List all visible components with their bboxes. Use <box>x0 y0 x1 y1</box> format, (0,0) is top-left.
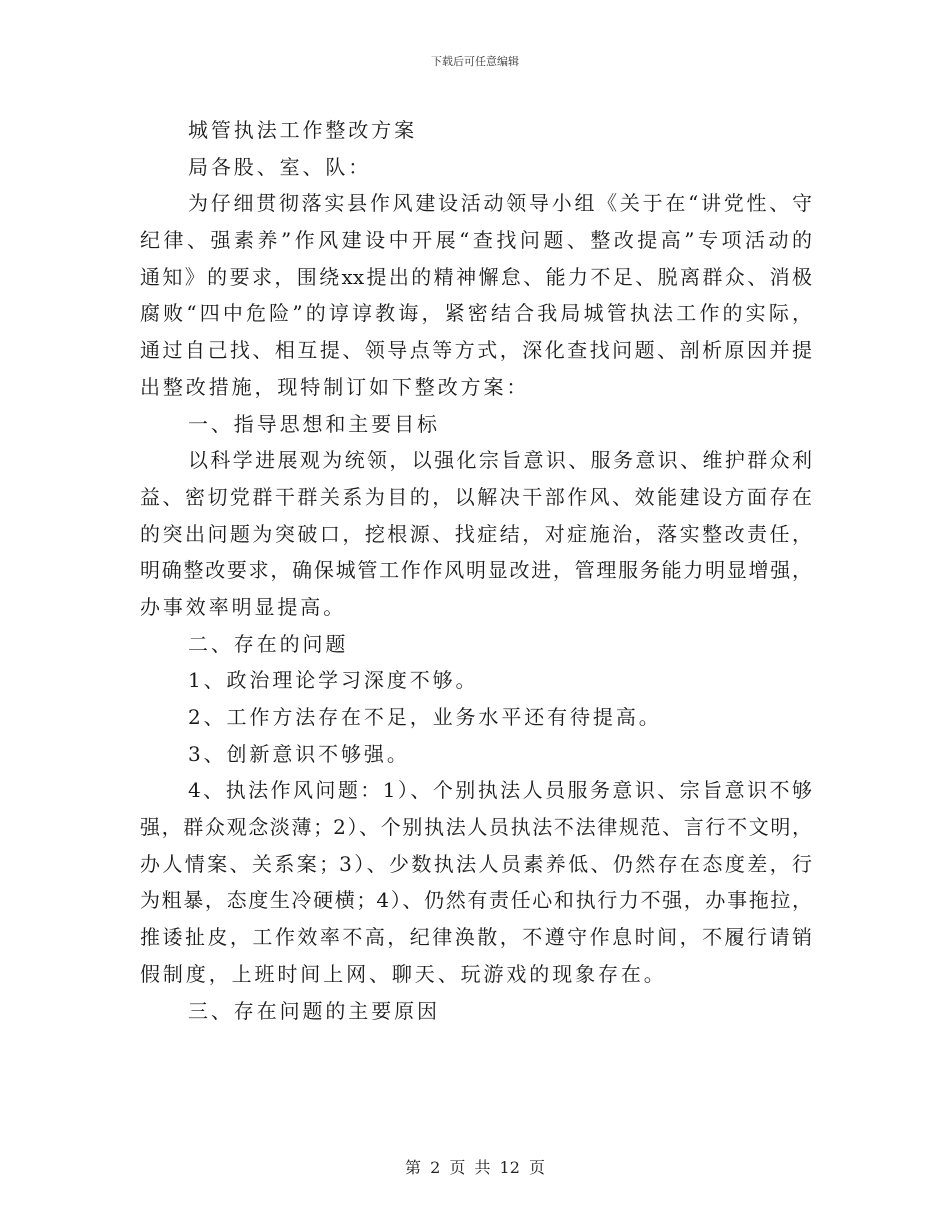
paragraph-line: 假制度，上班时间上网、聊天、玩游戏的现象存在。 <box>140 961 667 986</box>
list-item: 3、创新意识不够强。 <box>188 741 410 766</box>
list-item: 2、工作方法存在不足，业务水平还有待提高。 <box>188 705 662 729</box>
list-item: 4、执法作风问题：1）、个别执法人员服务意识、宗旨意识不够 <box>188 778 812 803</box>
page-number-footer: 第 2 页 共 12 页 <box>405 1158 545 1177</box>
list-item: 1、政治理论学习深度不够。 <box>188 668 479 693</box>
paragraph-line: 益、密切党群干群关系为目的，以解决干部作风、效能建设方面存在 <box>140 484 812 509</box>
paragraph-line: 以科学进展观为统领，以强化宗旨意识、服务意识、维护群众利 <box>188 448 812 473</box>
paragraph-line: 纪律、强素养”作风建设中开展“查找问题、整改提高”专项活动的 <box>140 228 812 253</box>
paragraph-line: 通过自己找、相互提、领导点等方式，深化查找问题、剖析原因并提 <box>140 338 812 363</box>
paragraph-line: 明确整改要求，确保城管工作作风明显改进，管理服务能力明显增强， <box>140 558 812 583</box>
paragraph-line: 出整改措施，现特制订如下整改方案： <box>140 374 530 399</box>
document-title: 城管执法工作整改方案 <box>188 118 417 142</box>
salutation: 局各股、室、队： <box>188 154 372 179</box>
section-heading: 二、存在的问题 <box>188 631 349 656</box>
section-heading: 一、指导思想和主要目标 <box>188 411 440 436</box>
paragraph-line: 强，群众观念淡薄；2）、个别执法人员执法不法律规范、言行不文明， <box>140 815 812 840</box>
paragraph-line: 腐败“四中危险”的谆谆教诲，紧密结合我局城管执法工作的实际， <box>140 301 812 326</box>
paragraph-line: 办人情案、关系案；3）、少数执法人员素养低、仍然存在态度差，行 <box>140 851 812 876</box>
header-note: 下载后可任意编辑 <box>431 55 519 68</box>
section-heading: 三、存在问题的主要原因 <box>188 998 440 1023</box>
paragraph-line: 为仔细贯彻落实县作风建设活动领导小组《关于在“讲党性、守 <box>188 191 812 216</box>
paragraph-line: 推诿扯皮，工作效率不高，纪律涣散，不遵守作息时间，不履行请销 <box>140 925 812 950</box>
paragraph-line: 通知》的要求，围绕xx提出的精神懈怠、能力不足、脱离群众、消极 <box>140 264 812 289</box>
paragraph-line: 的突出问题为突破口，挖根源、找症结，对症施治，落实整改责任， <box>140 521 812 546</box>
document-body <box>140 112 812 1029</box>
paragraph-line: 为粗暴，态度生冷硬横；4）、仍然有责任心和执行力不强，办事拖拉， <box>140 888 812 913</box>
paragraph-line: 办事效率明显提高。 <box>140 594 347 619</box>
